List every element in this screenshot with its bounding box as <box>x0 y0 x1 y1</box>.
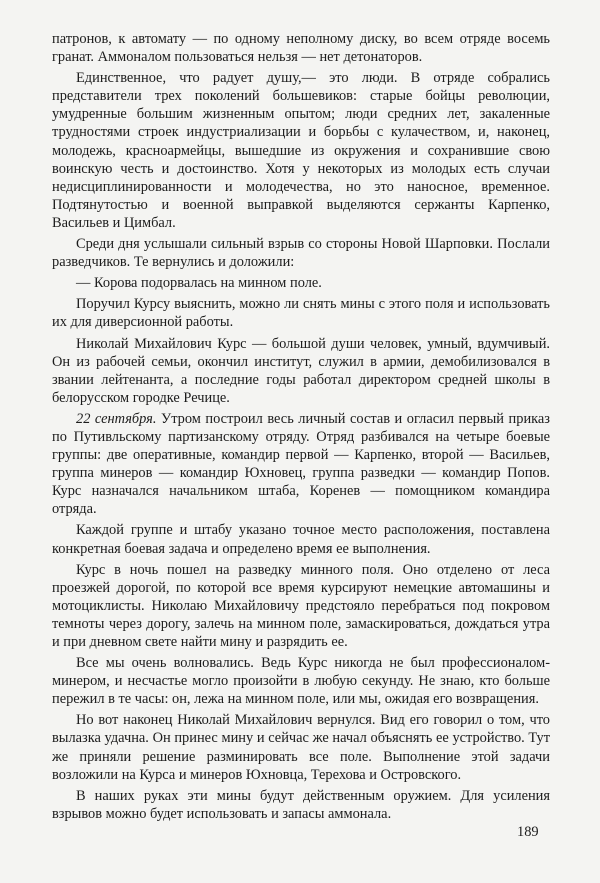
paragraph: Все мы очень волновались. Ведь Курс никогда не был профессионалом-минером, и несчастье могло произойти в любую секунду. Не знаю, кто больше пережил в те часы: он, лежа на минном поле, или мы, ожидая его возвращения. <box>52 655 550 708</box>
entry-text: Утром построил весь личный состав и огласил первый приказ по Путивльскому партизанскому отряду. Отряд разбивался на четыре боевые группы: две оперативные, командир первой — Карпенко, второй — Васильев, группа минеров — командир Юхновец, группа разведки — командир Попов. Курс назначался начальником штаба, Коренев — помощником командира отряда. <box>52 410 550 518</box>
paragraph: Курс в ночь пошел на разведку минного поля. Оно отделено от леса проезжей дорогой, по которой все время курсируют немецкие автомашины и мотоциклисты. Николаю Михайловичу предстояло перебраться под покровом темноты через дорогу, залечь на минном поле, замаскироваться, дождаться утра и при дневном свете найти мину и разрядить ее. <box>52 561 550 650</box>
paragraph: Поручил Курсу выяснить, можно ли снять мины с этого поля и использовать их для диверсионной работы. <box>52 296 550 331</box>
dialogue-line: — Корова подорвалась на минном поле. <box>76 275 322 292</box>
paragraph: В наших руках эти мины будут действенным оружием. Для усиления взрывов можно будет использовать и запасы аммонала. <box>52 787 550 822</box>
paragraph: Но вот наконец Николай Михайлович вернулся. Вид его говорил о том, что вылазка удачна. Он принес мину и сейчас же начал объяснять ее устройство. Тут же приняли решение разминировать все поле. Выполнение этой задачи возложили на Курса и минеров Юхновца, Терехова и Островского. <box>52 712 550 783</box>
page-body <box>52 30 550 823</box>
paragraph: Среди дня услышали сильный взрыв со стороны Новой Шарповки. Послали разведчиков. Те вернулись и доложили: <box>52 236 550 271</box>
entry-date: 22 сентября. <box>76 410 157 427</box>
paragraph: патронов, к автомату — по одному неполному диску, во всем отряде восемь гранат. Аммоналом пользоваться нельзя — нет детонаторов. <box>52 31 550 66</box>
paragraph: Николай Михайлович Курс — большой души человек, умный, вдумчивый. Он из рабочей семьи, окончил институт, служил в армии, демобилизовался в звании лейтенанта, а последние годы работал директором средней школы в белорусском городке Речице. <box>52 335 550 406</box>
paragraph: Единственное, что радует душу,— это люди. В отряде собрались представители трех поколений большевиков: старые бойцы революции, умудренные большим жизненным опытом; люди средних лет, закаленные трудностями строек индустриализации и борьбы с кулачеством, и, наконец, молодежь, красноармейцы, вышедшие из окружения и сохранившие свою воинскую честь и достоинство. Хотя у некоторых из молодых есть случаи недисциплинированности и молодечества, но это наносное, временное. Подтянутостью и военной выправкой выделяются сержанты Карпенко, Васильев и Цимбал. <box>52 70 550 231</box>
diary-entry <box>52 410 550 519</box>
page-number: 189 <box>517 824 539 840</box>
paragraph: Каждой группе и штабу указано точное место расположения, поставлена конкретная боевая задача и определено время ее выполнения. <box>52 522 550 557</box>
